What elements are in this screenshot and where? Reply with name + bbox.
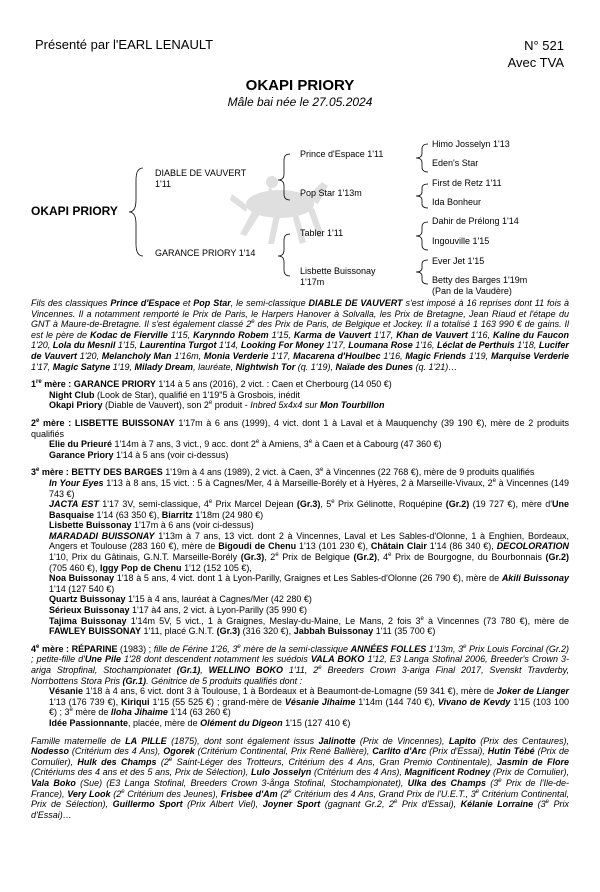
text-run: Lapito <box>448 735 476 746</box>
text-run: Kiriqui <box>121 696 150 707</box>
text-run: 1'18m (24 980 €) <box>192 509 264 520</box>
text-run: e <box>388 552 392 559</box>
text-run: Critérium des Jeunes), <box>124 788 221 799</box>
third-dam-produce <box>31 478 569 637</box>
text-run: Kélanie Lorraine <box>460 799 534 810</box>
produce-entry <box>31 594 569 605</box>
text-run: (q. 1'19), <box>295 361 336 372</box>
text-run: Guillermo Sport <box>112 799 183 810</box>
text-run: 1'17, <box>370 329 397 340</box>
text-run: mère : BETTY DES BARGES <box>39 467 163 478</box>
text-run: 1'14m (144 740 €), <box>355 696 438 707</box>
text-run: MARADADI BUISSONAY <box>49 530 155 541</box>
text-run: (2 <box>110 788 122 799</box>
text-run: Vala Boko <box>31 777 76 788</box>
text-run: (316 320 €), <box>240 626 294 637</box>
text-run: Frisbee d'Am <box>220 788 278 799</box>
text-run: 1'15 (127 410 €) <box>282 717 351 728</box>
text-run: 1'19m à 4 ans (1989), 2 vict. à Caen, 3 <box>162 467 321 478</box>
text-run: (Gr.2) <box>545 552 569 563</box>
text-run: Iloha Jihaime <box>110 707 168 718</box>
text-run: 1'17m à 6 ans (1999), 4 vict. dont 1 à Laval et à Mauquenchy (39 190 €), mère de 2 produits qualifiés <box>31 417 569 439</box>
horse-name: OKAPI PRIORY <box>245 77 355 94</box>
text-run: (Prix des Centaures), <box>475 735 570 746</box>
text-run: 1'12, E3 Langa Stofinal 2006, Breeder's Crown 3-ariga Stropfinal, Stochampionatet <box>31 654 570 675</box>
text-run: (Gr.3) <box>216 626 241 637</box>
pedigree-dam-dam: Lisbette Buissonay 1'17m <box>300 266 376 287</box>
produce-entry <box>31 605 569 616</box>
text-run: Biarritz <box>161 509 193 520</box>
text-run: (705 460 €), <box>49 562 101 573</box>
pedigree-ddd: Betty des Barges 1'19m (Pan de la Vaudère) <box>432 275 528 296</box>
text-run: mère de <box>72 707 111 718</box>
text-run: mère : LISBETTE BUISSONAY <box>39 417 175 428</box>
text-run: (Prix de Cornulier), <box>31 746 569 767</box>
text-run: e <box>463 643 467 650</box>
text-run: Ulka des Champs <box>407 777 487 788</box>
text-run: à Vincennes (73 780 €), mère de <box>423 615 569 626</box>
text-run: (Critérium des 4 Ans), <box>311 767 405 778</box>
produce-entry <box>31 478 569 499</box>
text-run: e <box>393 799 398 806</box>
text-run: (Gr.2) <box>353 552 377 563</box>
tax-status: Avec TVA <box>507 55 564 70</box>
text-run: Famille maternelle de <box>31 735 126 746</box>
text-run: 1'11, 2 <box>282 665 319 675</box>
text-run: et <box>179 298 194 308</box>
produce-entry <box>31 390 569 401</box>
pedigree-sds: First de Retz 1'11 <box>432 178 502 188</box>
pedigree-ssd: Eden's Star <box>432 158 479 168</box>
text-run: 1'15 (103 100 €) ; 3 <box>49 696 569 718</box>
text-run: e <box>36 417 40 424</box>
text-run: 1'14 (127 540 €) <box>49 583 115 594</box>
text-run: 1'18 à 4 ans, 6 vict. dont 3 à Toulouse, 1 à Bordeaux et à Beaumont-de-Lomagne (59 341 €), mère de <box>83 686 497 697</box>
produce-entry <box>31 686 569 718</box>
text-run: à Caen et à Cabourg (47 360 €) <box>312 439 442 450</box>
text-run: 1'13 (176 739 €), <box>49 696 122 707</box>
text-run: (1875), dont sont également issus <box>166 735 319 746</box>
text-run: VALA BOKO <box>310 654 365 665</box>
text-run: 1'15 à 4 ans, lauréat à Cagnes/Mer (42 280 €) <box>125 594 312 605</box>
text-run: Carlito d'Arc <box>372 746 427 757</box>
text-run: , 4 <box>377 552 389 563</box>
text-run: Marquise Verderie <box>490 350 569 361</box>
second-dam-produce <box>31 439 569 460</box>
text-run: e <box>498 777 502 784</box>
text-run: 1'14 (63 350 €), <box>94 509 162 520</box>
text-run: Magic Satyne <box>52 361 111 372</box>
text-run: 1'11 (35 700 €) <box>373 626 436 637</box>
text-run: Bigoudi de Chenu <box>218 541 297 552</box>
text-run: (Look de Star), qualifié en 1'19"5 à Grosbois, inédit <box>94 389 301 400</box>
text-run: mère de la semi-classique <box>240 643 351 654</box>
text-run: Nodesso <box>31 746 70 757</box>
text-run: Prix Gélinotte, Roquépine <box>334 499 446 510</box>
pedigree-chart <box>0 130 600 300</box>
horse-subtitle: Mâle bai née le 27.05.2024 <box>227 95 373 109</box>
text-run: (Critérium Continental, Prix René Ballière), <box>194 746 373 757</box>
text-run: Tajima Buissonay <box>49 615 127 626</box>
text-run: 1'10, Prix du Gâtinais, G.N.T. Marseille-Borély <box>49 552 241 563</box>
text-run: 1'15, <box>268 329 294 340</box>
text-run: 1'28 dont descendent notamment les suédois <box>120 654 311 665</box>
text-run: Prix Marcel Dejean <box>212 499 297 510</box>
text-run: (2 <box>156 756 169 767</box>
text-run: e <box>208 499 213 506</box>
text-run: Prix de l'Ile-de-France), <box>31 777 569 799</box>
pedigree-dss: Dahir de Prélong 1'14 <box>432 216 519 226</box>
text-run: Prix de Belgique <box>278 552 354 563</box>
text-run: s'est imposé à 16 reprises dont 11 fois à Vincennes. Il a notamment remporté le Prix de Paris, le Harpers Hanover à Solvalla, les Prix de Bretagne, Jean Riaud et l'étape du GNT à Maure-de-Bretagne. Il s'est également classé 2 <box>31 298 569 330</box>
text-run: Karynndo Robem <box>193 329 269 340</box>
text-run: 1'18 à 5 ans, 4 vict. dont 1 à Lyon-Parilly, Graignes et Les Sables-d'Olonne (26 790 €), mère de <box>114 573 502 584</box>
text-run: Iggy Pop de Chenu <box>100 562 182 573</box>
text-run: (Critérium des 4 Ans), <box>69 746 164 757</box>
text-run: Akili Buissonay <box>501 573 569 584</box>
text-run: 1'13m à 7 ans, 13 vict. dont 2 à Vincennes, Laval et Les Sables-d'Olonne, 1 à Enghien, Bordeaux, Angers et Toulouse (283 160 €), mère de <box>49 530 569 552</box>
text-run: Joker de Lianger <box>496 686 569 697</box>
text-run: Naïade des Dunes <box>335 361 414 372</box>
third-dam-heading <box>31 467 569 478</box>
lot-number: N° 521 <box>524 38 564 53</box>
text-run: Prix d'Essai), <box>397 799 461 810</box>
text-run: Milady Dream <box>134 361 194 372</box>
produce-entry <box>31 499 569 520</box>
text-run: Pop Star <box>193 298 231 308</box>
text-run: (Diable de Vauvert), son 2 <box>102 400 209 411</box>
text-run: In Your Eyes <box>49 477 104 488</box>
fourth-dam-heading <box>31 644 569 686</box>
text-run: Idée Passionnante <box>49 717 129 728</box>
produce-entry <box>31 573 569 594</box>
text-run: 1'14m à 7 ans, 3 vict., 9 acc. dont 2 <box>112 439 256 450</box>
first-dam-produce <box>31 390 569 411</box>
produce-entry <box>31 520 569 531</box>
text-run: Vésanie <box>49 686 84 697</box>
text-run: DIABLE DE VAUVERT <box>308 298 403 308</box>
text-run: , le semi-classique <box>230 298 309 308</box>
text-run: , 2 <box>264 552 276 563</box>
text-run: Vivano de Kevdy <box>437 696 511 707</box>
text-run: (Prix Albert Viel), <box>182 799 263 810</box>
text-run: (3 <box>486 777 499 788</box>
text-run: mère : RÉPARINE <box>39 643 118 654</box>
text-run: Jasmin de Flore <box>496 756 569 767</box>
text-run: 1'13 (101 230 €), <box>296 541 371 552</box>
second-dam-heading <box>31 418 569 439</box>
text-run: Noa Buissonay <box>49 573 115 584</box>
text-run: FAWLEY BUISSONAY <box>49 626 142 637</box>
text-run: (gagnant Gr.2, 2 <box>320 799 394 810</box>
text-run: Okapi Priory <box>49 400 103 411</box>
catalog-body <box>31 298 569 820</box>
text-run: (q. 1'21)… <box>413 361 458 372</box>
pedigree-dam: GARANCE PRIORY 1'14 <box>155 248 256 258</box>
pedigree-sire: DIABLE DE VAUVERT 1'11 <box>155 168 247 189</box>
text-run: Une Basquaise <box>49 499 569 520</box>
text-run: (Gr.3) <box>296 499 321 510</box>
text-run: , 5 <box>320 499 332 510</box>
first-dam-heading <box>31 379 569 390</box>
text-run: Prix d'Essai)… <box>31 799 569 820</box>
text-run: (Prix de Cornulier), <box>490 767 569 778</box>
text-run: DECOLORATION <box>496 541 570 552</box>
text-run: 3 <box>31 467 37 478</box>
text-run: (Sue) (E3 Langa Stofinal, Breeders Crown 3-ånga Stofinal, Stochampionatet), <box>75 777 408 788</box>
text-run: Sérieux Buissonay <box>49 605 130 616</box>
text-run: Kaline du Faucon <box>493 329 569 340</box>
text-run: Ogorek <box>163 746 195 757</box>
text-run: e <box>121 788 125 795</box>
text-run: Vésanie Jihaime <box>284 696 356 707</box>
text-run: Nightwish Tor <box>235 361 296 372</box>
text-run: 1'14m 5V, 5 vict., 1 à Graignes, Meslay-du-Maine, Le Mans, 2 fois 3 <box>126 615 421 626</box>
text-run: e <box>275 552 279 559</box>
text-run: e <box>545 799 549 806</box>
pedigree-sire-dam: Pop Star 1'13m <box>300 188 362 198</box>
text-run: e <box>255 439 260 446</box>
text-run: (Gr.1) <box>176 665 201 675</box>
text-run: Prince d'Espace <box>110 298 180 308</box>
text-run: 1'17, <box>268 350 294 361</box>
text-run: 1'16, <box>412 340 438 351</box>
text-run: à Vincennes (22 768 €), mère de 9 produits qualifiés <box>323 467 535 478</box>
text-run: à Vincennes (149 743 €) <box>49 477 570 499</box>
text-run: e <box>237 643 241 650</box>
text-run: Magic Friends <box>405 350 467 361</box>
lot-info <box>508 37 564 71</box>
produce-entry <box>31 531 569 573</box>
text-run: Garance Priory <box>49 449 114 460</box>
text-run: Léclat de Perthuis <box>437 340 515 351</box>
text-run: 1'18, <box>514 340 539 351</box>
text-run: 1'14 (63 260 €) <box>167 707 231 718</box>
text-run: (1983) ; <box>117 643 154 654</box>
text-run: Lulo Josselyn <box>251 767 312 778</box>
text-run: 2 <box>31 417 37 428</box>
text-run: Breeders Crown 3-ariga Final 2017, Svenskt Travderby, Norrbottens Stora Pris <box>31 665 569 686</box>
text-run: Hutin Tébé <box>487 746 535 757</box>
produce-entry <box>31 616 569 637</box>
text-run: 4 <box>31 643 37 654</box>
text-run: , lauréate, <box>193 361 236 372</box>
text-run: 1'13m, 3 <box>426 643 464 654</box>
text-run: e <box>36 643 40 650</box>
text-run: 1'17 3V, semi-classique, 4 <box>98 499 209 510</box>
text-run: WELLINO BOKO <box>208 665 283 675</box>
text-run: , placée, mère de <box>128 717 201 728</box>
text-run: 1'16, <box>467 329 494 340</box>
text-run: . Génitrice de 5 produits qualifiés dont : <box>146 675 303 686</box>
family-paragraph <box>31 736 569 821</box>
text-run: 1'15, <box>115 340 140 351</box>
text-run: 1'11, placé G.N.T. <box>141 626 217 637</box>
text-run: Karma de Vauvert <box>293 329 371 340</box>
pedigree-dds: Ever Jet 1'15 <box>432 256 485 266</box>
text-run: 1'12 (152 105 €), <box>181 562 252 573</box>
text-run: (Prix de Vincennes), <box>355 735 449 746</box>
text-run: mère : GARANCE PRIORY <box>41 379 156 390</box>
text-run: produit - <box>212 400 251 411</box>
text-run: 1'17, <box>323 340 349 351</box>
text-run: Olément du Digeon <box>200 717 283 728</box>
text-run: e <box>208 400 213 407</box>
text-run: 1'17m à 6 ans (voir ci-dessus) <box>131 520 254 531</box>
text-run: Prix Louis Forcinal (Gr.2) ; petite-fille d' <box>31 643 569 665</box>
produce-entry <box>31 718 569 729</box>
intro-paragraph <box>31 298 569 372</box>
text-run: Magnificent Rodney <box>404 767 491 778</box>
text-run: e <box>308 439 313 446</box>
text-run: Khan de Vauvert <box>396 329 468 340</box>
pedigree-sss: Himo Josselyn 1'13 <box>432 139 510 149</box>
text-run: 1'19, <box>110 361 135 372</box>
text-run: 1'14 à 5 ans (2016), 2 vict. : Caen et Cherbourg (14 050 €) <box>155 379 392 390</box>
text-run: 1'14, <box>216 340 241 351</box>
text-run: re <box>36 379 42 386</box>
text-run: (19 727 €), mère d' <box>469 499 552 510</box>
produce-entry <box>31 439 569 450</box>
text-run: e <box>320 467 324 474</box>
text-run: (Prix d'Essai), <box>426 746 488 757</box>
text-run: 1'16, <box>380 350 406 361</box>
text-run: 1'15 (55 525 €) ; grand-mère de <box>149 696 285 707</box>
pedigree-dsd: Ingouville 1'15 <box>432 236 490 246</box>
text-run: e <box>288 788 292 795</box>
text-run: (3 <box>533 799 546 810</box>
text-run: à Amiens, 3 <box>259 439 309 450</box>
text-run: Prix de Bourgogne, du Bourbonnais <box>391 552 546 563</box>
text-run: 1'16m, <box>171 350 204 361</box>
text-run: Une Pile <box>84 654 121 665</box>
text-run: Monia Verderie <box>203 350 269 361</box>
text-run: e <box>420 615 424 622</box>
text-run: fille de Férine 1'26, 3 <box>153 643 238 654</box>
text-run: Critérium des 4 Ans, Grand Prix de l'U.E.T., 3 <box>291 788 476 799</box>
text-run: Jalinotte <box>318 735 356 746</box>
text-run: 1'19, <box>466 350 491 361</box>
text-run: 1'13 à 8 ans, 15 vict. : 5 à Cagnes/Mer, 4 à Marseille-Borély et à Hyères, 2 à Marseille-Vivaux, 2 <box>103 477 493 488</box>
produce-entry <box>31 450 569 461</box>
presenter: Présenté par l'EARL LENAULT <box>35 37 214 52</box>
pedigree-sdd: Ida Bonheur <box>432 197 482 207</box>
text-run: Critérium Continental, Prix de Sélection), <box>31 788 569 810</box>
fourth-dam-produce <box>31 686 569 728</box>
text-run: LA PILLE <box>125 735 167 746</box>
text-run: (2 <box>277 788 289 799</box>
pedigree-subject: OKAPI PRIORY <box>31 204 118 218</box>
pedigree-sire-sire: Prince d'Espace 1'11 <box>300 149 384 159</box>
text-run: Hulk des Champs <box>77 756 157 767</box>
text-run: Elie du Prieuré <box>49 439 113 450</box>
text-run: Looking For Money <box>240 340 324 351</box>
text-run: e <box>251 319 255 326</box>
text-run: 1'20, <box>31 340 53 351</box>
text-run: Mon Tourbillon <box>319 400 385 411</box>
text-run: 1 <box>31 379 37 390</box>
text-run: 1'14 (86 340 €), <box>426 541 497 552</box>
text-run: Very Look <box>67 788 111 799</box>
text-run: Jabbah Buissonay <box>293 626 374 637</box>
text-run: Quartz Buissonay <box>49 594 126 605</box>
text-run: (Gr.3) <box>240 552 265 563</box>
text-run: e <box>168 756 173 763</box>
pedigree-dam-sire: Tabler 1'11 <box>300 228 344 238</box>
text-run: 1'15, <box>167 329 194 340</box>
text-run: (Critériums des 4 ans et des 5 ans, Prix de Sélection), <box>31 767 252 778</box>
text-run: Loumana Rose <box>348 340 413 351</box>
text-run: Fils des classiques <box>31 298 111 308</box>
text-run: Saint-Léger des Trotteurs, Critérium des 4 Ans, Gran Premio Continentale), <box>172 756 497 767</box>
text-run: 1'17, <box>31 361 53 372</box>
text-run: Lucifer de Vauvert <box>31 340 569 361</box>
text-run: Lola du Mesnil <box>52 340 116 351</box>
text-run: 1'17 à4 ans, 2 vict. à Lyon-Parilly (35 990 €) <box>129 605 308 616</box>
text-run: e <box>492 477 496 484</box>
text-run: Night Club <box>49 389 95 400</box>
text-run: 1'14 à 5 ans (voir ci-dessus) <box>113 449 229 460</box>
text-run: e <box>69 707 73 714</box>
text-run: (Gr.1) <box>122 675 147 686</box>
text-run: e <box>331 499 335 506</box>
text-run: (Gr.2) <box>445 499 470 510</box>
text-run: Kodac de Fierville <box>89 329 168 340</box>
text-run: Macarena d'Houlbec <box>293 350 381 361</box>
produce-entry <box>31 400 569 411</box>
text-run: Melancholy Man <box>101 350 172 361</box>
text-run: JACTA EST <box>49 499 99 510</box>
text-run: Lisbette Buissonay <box>49 520 132 531</box>
text-run: , <box>200 665 209 675</box>
text-run: Châtain Clair <box>370 541 427 552</box>
text-run: Joyner Sport <box>262 799 321 810</box>
text-run: Laurentina Turgot <box>139 340 217 351</box>
text-run: e <box>475 788 480 795</box>
text-run: ANNÉES FOLLES <box>350 643 427 654</box>
text-run: des Prix de Paris, de Belgique et Jockey. Il a totalisé 1 163 990 € de gains. Il est le père de <box>31 319 570 340</box>
text-run: Inbred 5x4x4 sur <box>250 400 320 411</box>
text-run: 1'20, <box>76 350 102 361</box>
text-run: e <box>318 665 322 671</box>
text-run: e <box>36 467 40 474</box>
